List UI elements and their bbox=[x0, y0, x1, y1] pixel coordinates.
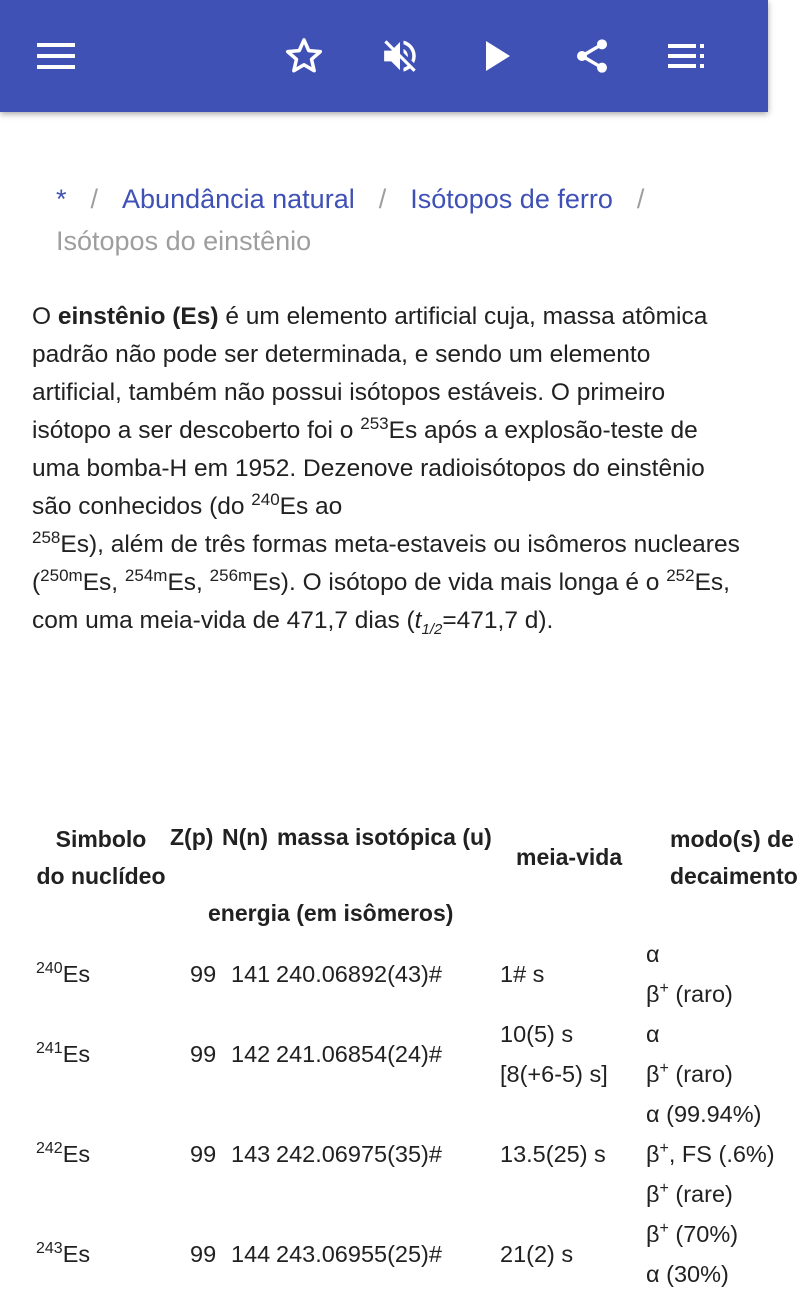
table-row-z: 99 bbox=[190, 961, 217, 987]
table-row-decay: α (99.94%) β+, FS (.6%) β+ (rare) bbox=[646, 1101, 775, 1207]
table-row-mass: 243.06955(25)# bbox=[276, 1241, 442, 1267]
menu-button[interactable] bbox=[32, 32, 80, 80]
header-mass: massa isotópica (u) bbox=[277, 824, 492, 850]
share-button[interactable] bbox=[568, 32, 616, 80]
table-row-n: 143 bbox=[231, 1141, 271, 1167]
table-row-z: 99 bbox=[190, 1141, 217, 1167]
playlist-button[interactable] bbox=[664, 32, 712, 80]
breadcrumb-separator: / bbox=[90, 184, 99, 214]
header-energy: energia (em isômeros) bbox=[208, 900, 454, 926]
table-row-halflife: 10(5) s [8(+6-5) s] bbox=[500, 1021, 608, 1087]
volume-off-icon bbox=[379, 35, 421, 77]
table-row-halflife: 13.5(25) s bbox=[500, 1141, 606, 1167]
table-row-mass: 242.06975(35)# bbox=[276, 1141, 442, 1167]
header-halflife: meia-vida bbox=[516, 844, 623, 870]
breadcrumb-separator: / bbox=[378, 184, 387, 214]
app-bar bbox=[0, 0, 768, 112]
share-icon bbox=[572, 35, 612, 77]
table-row-n: 141 bbox=[231, 961, 271, 987]
breadcrumb-iron-isotopes-link[interactable]: Isótopos de ferro bbox=[410, 184, 613, 214]
element-name: einstênio (Es) bbox=[57, 303, 219, 330]
table-row-decay: β+ (70%) α (30%) bbox=[646, 1220, 739, 1287]
intro-paragraph: O einstênio (Es) é um elemento artificial cuja, massa atômica padrão não pode ser determinada, e sendo um elemento artificial, também não possui isótopos estáveis. O primeiro isótopo a ser descoberto foi o $^{253}$Es após a explosão-teste de uma bomba-H em 1952. Dezenove radioisótopos do einstênio são conhecidos (do $^{240}$Es ao $^{258}$Es), além de três formas meta-estaveis ou isômeros nucleares ($^{250m}$Es, $^{254m}$Es, $^{256m}$Es). O isótopo de vida mais longa é o $^{252}$Es, com uma meia-vida de 471,7 dias ($t_{1/2}=471,7$ d). bbox=[32, 303, 740, 638]
play-icon bbox=[484, 40, 512, 72]
header-decay-modes: modo(s) de decaimento bbox=[670, 826, 798, 889]
table-row-decay: α β+ (raro) bbox=[646, 1021, 733, 1087]
table-row-mass: 241.06854(24)# bbox=[276, 1041, 442, 1067]
favorite-button[interactable] bbox=[280, 32, 328, 80]
table-row-symbol: $^{240}$Es bbox=[36, 960, 91, 987]
table-row-n: 142 bbox=[231, 1041, 271, 1067]
star-icon bbox=[283, 35, 325, 77]
mute-button[interactable] bbox=[376, 32, 424, 80]
table-row-symbol: $^{243}$Es bbox=[36, 1240, 91, 1267]
breadcrumb-separator: / bbox=[636, 184, 645, 214]
play-button[interactable] bbox=[474, 32, 522, 80]
table-row-z: 99 bbox=[190, 1041, 217, 1067]
table-row-halflife: 1# s bbox=[500, 961, 545, 987]
breadcrumb bbox=[56, 178, 736, 262]
table-row-decay: α β+ (raro) bbox=[646, 941, 733, 1007]
breadcrumb-home-link[interactable]: * bbox=[56, 184, 67, 214]
table-row-n: 144 bbox=[231, 1241, 271, 1267]
breadcrumb-current-page: Isótopos do einstênio bbox=[56, 226, 312, 256]
table-row-halflife: 21(2) s bbox=[500, 1241, 574, 1267]
header-n: N(n) bbox=[222, 824, 268, 850]
table-row-z: 99 bbox=[190, 1241, 217, 1267]
header-symbol: Simbolo do nuclídeo bbox=[36, 826, 166, 889]
table-row-symbol: $^{241}$Es bbox=[36, 1040, 91, 1067]
playlist-icon bbox=[668, 43, 708, 69]
table-row-mass: 240.06892(43)# bbox=[276, 961, 442, 987]
header-z: Z(p) bbox=[170, 824, 214, 850]
table-row-symbol: $^{242}$Es bbox=[36, 1140, 91, 1167]
breadcrumb-natural-abundance-link[interactable]: Abundância natural bbox=[122, 184, 355, 214]
menu-icon bbox=[37, 42, 75, 70]
